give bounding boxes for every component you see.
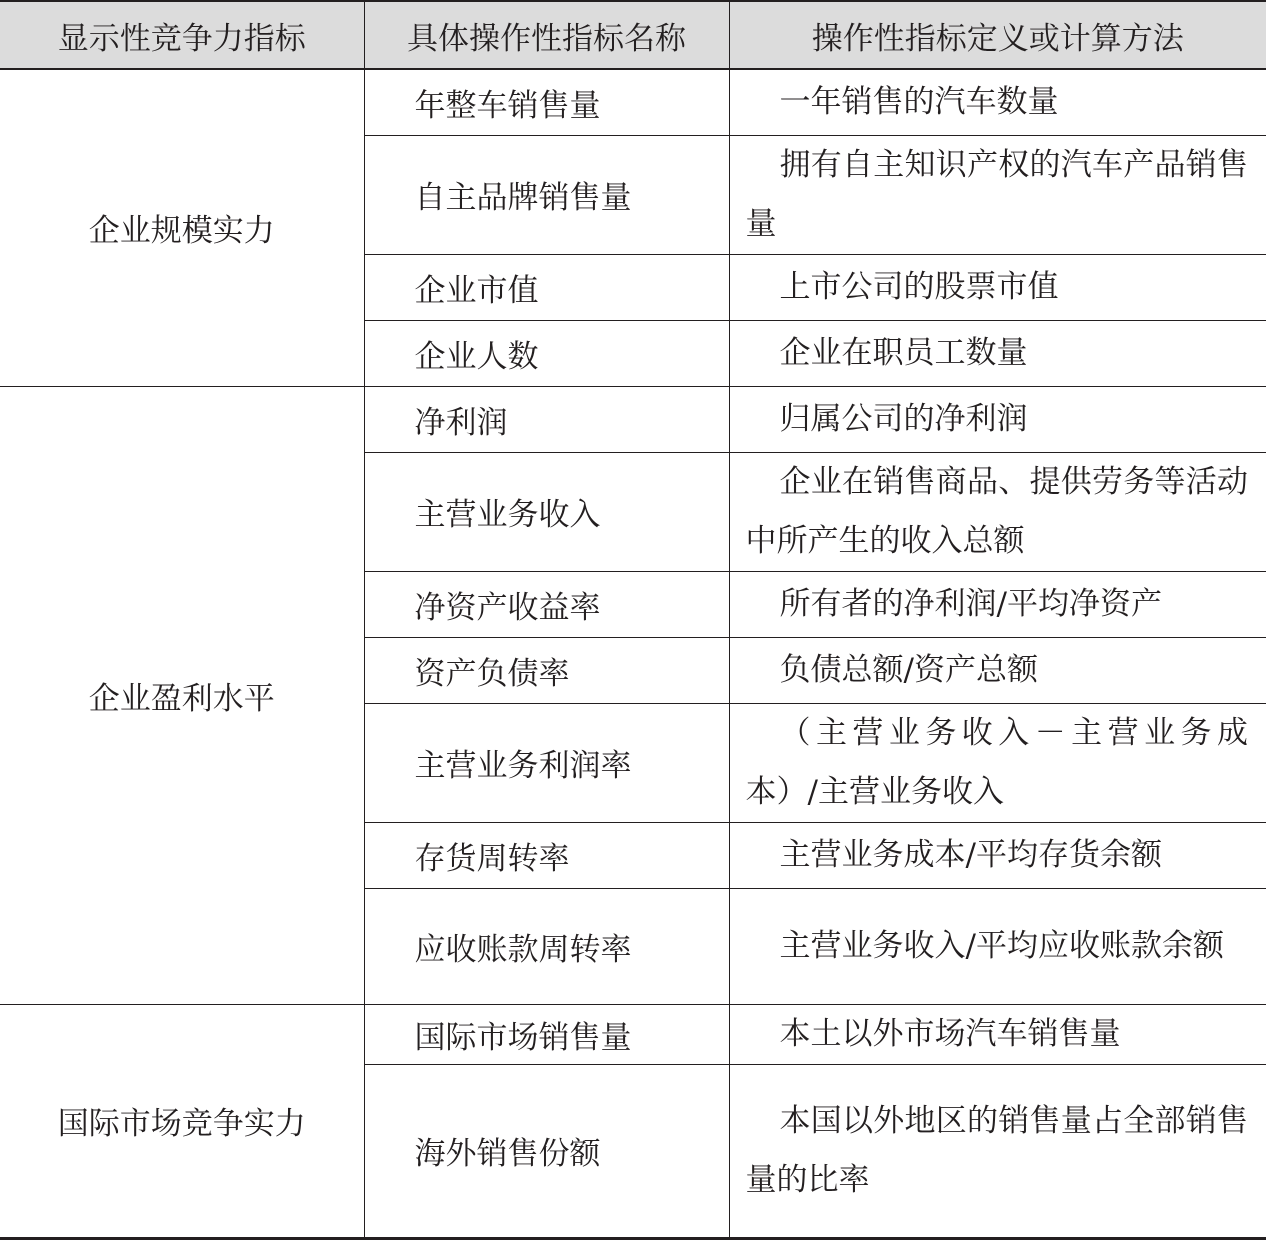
indicator-name: 年整车销售量 — [364, 69, 729, 135]
indicator-name: 企业市值 — [364, 254, 729, 320]
indicator-definition: 一年销售的汽车数量 — [729, 69, 1266, 135]
header-definition: 操作性指标定义或计算方法 — [729, 1, 1266, 69]
indicator-definition: 企业在职员工数量 — [729, 320, 1266, 386]
indicator-definition: 主营业务成本/平均存货余额 — [729, 822, 1266, 888]
indicator-definition: 本国以外地区的销售量占全部销售量的比率 — [729, 1064, 1266, 1238]
indicator-definition: 上市公司的股票市值 — [729, 254, 1266, 320]
indicator-name: 资产负债率 — [364, 637, 729, 703]
category-scale: 企业规模实力 — [0, 69, 364, 386]
indicator-name: 国际市场销售量 — [364, 1004, 729, 1064]
indicator-definition: 归属公司的净利润 — [729, 386, 1266, 452]
category-profitability: 企业盈利水平 — [0, 386, 364, 1004]
indicator-name: 自主品牌销售量 — [364, 135, 729, 254]
indicator-name: 净利润 — [364, 386, 729, 452]
indicator-definition: 企业在销售商品、提供劳务等活动中所产生的收入总额 — [729, 452, 1266, 571]
indicator-definition: 拥有自主知识产权的汽车产品销售量 — [729, 135, 1266, 254]
table-row — [0, 69, 1266, 135]
header-row — [0, 1, 1266, 69]
indicator-name: 存货周转率 — [364, 822, 729, 888]
header-indicator-name: 具体操作性指标名称 — [364, 1, 729, 69]
table-row — [0, 1004, 1266, 1064]
indicator-definition: 负债总额/资产总额 — [729, 637, 1266, 703]
indicator-name: 海外销售份额 — [364, 1064, 729, 1238]
indicator-name: 主营业务收入 — [364, 452, 729, 571]
indicator-definition: 主营业务收入/平均应收账款余额 — [729, 888, 1266, 1004]
category-international: 国际市场竞争实力 — [0, 1004, 364, 1238]
header-category: 显示性竞争力指标 — [0, 1, 364, 69]
indicator-definition: （主营业务收入－主营业务成本）/主营业务收入 — [729, 703, 1266, 822]
indicator-name: 应收账款周转率 — [364, 888, 729, 1004]
indicator-name: 净资产收益率 — [364, 571, 729, 637]
indicator-definition: 所有者的净利润/平均净资产 — [729, 571, 1266, 637]
table-row — [0, 386, 1266, 452]
indicator-name: 主营业务利润率 — [364, 703, 729, 822]
indicator-definition: 本土以外市场汽车销售量 — [729, 1004, 1266, 1064]
indicator-name: 企业人数 — [364, 320, 729, 386]
